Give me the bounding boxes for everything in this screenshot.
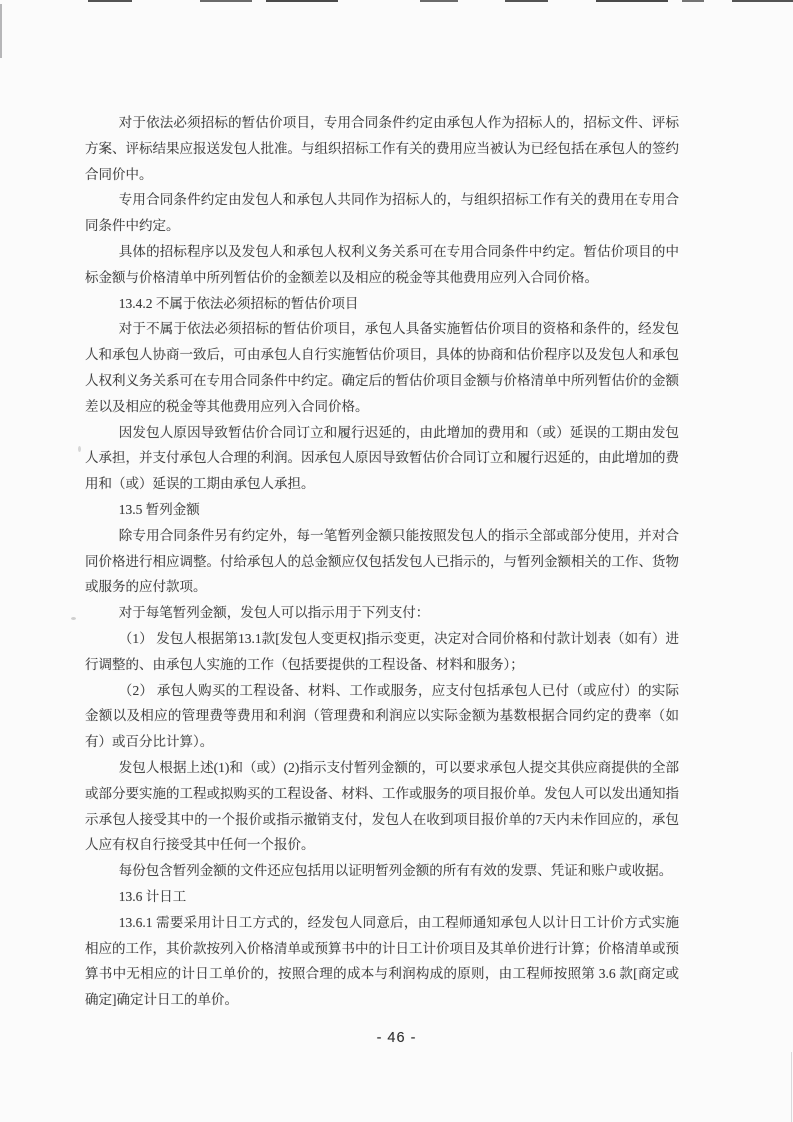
paragraph: 专用合同条件约定由发包人和承包人共同作为招标人的，与组织招标工作有关的费用在专用合同条件中约定。: [85, 192, 679, 234]
paragraph: 发包人根据上述(1)和（或）(2)指示支付暂列金额的，可以要求承包人提交其供应商提供的全部或部分要实施的工程或拟购买的工程设备、材料、工作或服务的项目报价单。发包人可以发出通知指示承包人接受其中的一个报价或指示撤销支付，发包人在收到项目报价单的7天内未作回应的，承包人应有权自行接受其中任何一个报价。: [85, 759, 679, 853]
scan-artifact-right-edge: [791, 1052, 792, 1122]
paragraph: 因发包人原因导致暂估价合同订立和履行迟延的，由此增加的费用和（或）延误的工期由发包人承担，并支付承包人合理的利润。因承包人原因导致暂估价合同订立和履行迟延的，由此增加的费用和（或）延误的工期由承包人承担。: [85, 424, 679, 492]
scan-speck: [78, 446, 81, 452]
section-heading: 13.5 暂列金额: [118, 501, 200, 517]
paragraph: 每份包含暂列金额的文件还应包括用以证明暂列金额的所有有效的发票、凭证和账户或收据。: [118, 863, 673, 879]
scan-artifact-top-edge: [0, 0, 793, 2]
paragraph: 对于依法必须招标的暂估价项目，专用合同条件约定由承包人作为招标人的，招标文件、评标方案、评标结果应报送发包人批准。与组织招标工作有关的费用应当被认为已经包括在承包人的签约合同价中。: [85, 115, 679, 182]
scan-artifact-left-edge: [0, 4, 2, 58]
document-body: [85, 110, 679, 1013]
page-number: - 46 -: [376, 1030, 417, 1046]
scan-speck: [71, 617, 76, 620]
paragraph: 除专用合同条件另有约定外，每一笔暂列金额只能按照发包人的指示全部或部分使用，并对合同价格进行相应调整。付给承包人的总金额应仅包括发包人已指示的，与暂列金额相关的工作、货物或服务的应付款项。: [85, 527, 679, 595]
paragraph: （2） 承包人购买的工程设备、材料、工作或服务，应支付包括承包人已付（或应付）的实际金额以及相应的管理费等费用和利润（管理费和利润应以实际金额为基数根据合同约定的费率（如有）或百分比计算）。: [85, 682, 679, 750]
paragraph: 对于每笔暂列金额，发包人可以指示用于下列支付：: [118, 605, 430, 621]
section-heading: 13.6 计日工: [118, 888, 187, 904]
paragraph: 13.6.1 需要采用计日工方式的，经发包人同意后，由工程师通知承包人以计日工计价方式实施相应的工作，其价款按列入价格清单或预算书中的计日工计价项目及其单价进行计算；价格清单或预算书中无相应的计日工单价的，按照合理的成本与利润构成的原则，由工程师按照第 3.6 款[商定或确定]确定计日工的单价。: [85, 914, 679, 1008]
paragraph: 具体的招标程序以及发包人和承包人权利义务关系可在专用合同条件中约定。暂估价项目的中标金额与价格清单中所列暂估价的金额差以及相应的税金等其他费用应列入合同价格。: [85, 243, 679, 285]
paragraph: 对于不属于依法必须招标的暂估价项目，承包人具备实施暂估价项目的资格和条件的，经发包人和承包人协商一致后，可由承包人自行实施暂估价项目，具体的协商和估价程序以及发包人和承包人权利义务关系可在专用合同条件中约定。确定后的暂估价项目金额与价格清单中所列暂估价的金额差以及相应的税金等其他费用应列入合同价格。: [85, 321, 679, 414]
section-heading: 13.4.2 不属于依法必须招标的暂估价项目: [118, 295, 359, 311]
paragraph: （1） 发包人根据第13.1款[发包人变更权]指示变更，决定对合同价格和付款计划表（如有）进行调整的、由承包人实施的工作（包括要提供的工程设备、材料和服务）；: [85, 630, 679, 672]
